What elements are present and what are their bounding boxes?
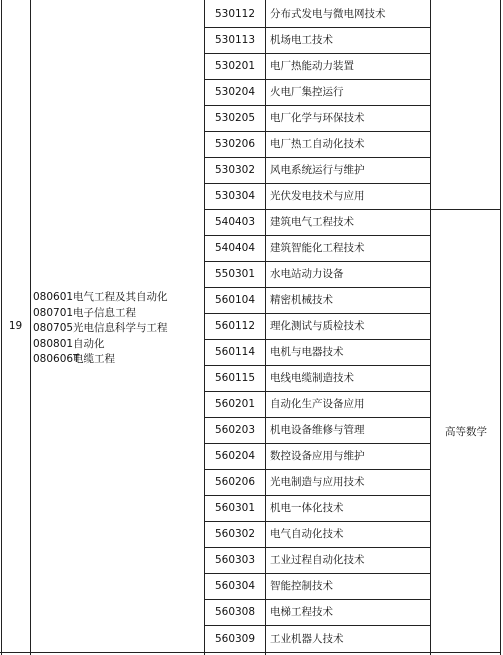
- vocational-name: 自动化生产设备应用: [270, 398, 365, 410]
- vocational-name: 机电一体化技术: [270, 502, 344, 514]
- major-name: 电气工程及其自动化: [73, 291, 168, 303]
- major-code: 080701: [33, 306, 74, 319]
- vocational-code: 560114: [214, 346, 256, 358]
- grid-line: [500, 0, 501, 655]
- vocational-code: 530206: [214, 138, 256, 150]
- major-name: 电子信息工程: [73, 306, 136, 319]
- vocational-name: 智能控制技术: [270, 580, 333, 592]
- vocational-name: 电厂热工自动化技术: [270, 138, 365, 150]
- vocational-code: 560303: [214, 554, 256, 566]
- vocational-code: 560309: [214, 633, 256, 645]
- row-number: 19: [8, 320, 23, 332]
- major-name: 电缆工程: [73, 353, 115, 366]
- vocational-name: 机电设备维修与管理: [270, 424, 365, 436]
- grid-line: [204, 625, 431, 626]
- vocational-code: 560104: [214, 294, 256, 306]
- vocational-name: 电厂热能动力装置: [270, 60, 354, 72]
- vocational-name: 风电系统运行与维护: [270, 164, 365, 176]
- major-code: 080705: [33, 322, 74, 335]
- grid-line: [204, 261, 431, 262]
- major-code: 080601: [33, 291, 74, 303]
- vocational-code: 530304: [214, 190, 256, 202]
- vocational-name: 光伏发电技术与应用: [270, 190, 365, 202]
- vocational-code: 560112: [214, 320, 256, 332]
- vocational-code: 560204: [214, 450, 256, 462]
- grid-line: [204, 79, 431, 80]
- undergrad-major: [33, 290, 168, 306]
- grid-line: [204, 495, 431, 496]
- grid-line: [204, 521, 431, 522]
- grid-line: [30, 0, 31, 655]
- vocational-code: 530201: [214, 60, 256, 72]
- vocational-name: 精密机械技术: [270, 294, 333, 306]
- grid-line: [430, 0, 431, 655]
- vocational-code: 550301: [214, 268, 256, 280]
- vocational-name: 工业机器人技术: [270, 633, 344, 645]
- vocational-name: 工业过程自动化技术: [270, 554, 365, 566]
- grid-line: [204, 157, 431, 158]
- grid-line: [204, 313, 431, 314]
- vocational-name: 建筑电气工程技术: [270, 216, 354, 228]
- vocational-code: 560304: [214, 580, 256, 592]
- grid-line: [265, 0, 266, 655]
- undergrad-major: [33, 352, 168, 368]
- grid-line: [204, 235, 431, 236]
- exam-subject: 高等数学: [445, 426, 487, 438]
- vocational-code: 560203: [214, 424, 256, 436]
- vocational-code: 530113: [214, 34, 256, 46]
- grid-line: [204, 547, 431, 548]
- grid-line: [204, 27, 431, 28]
- grid-line: [204, 573, 431, 574]
- major-name: 自动化: [73, 337, 105, 350]
- vocational-name: 电梯工程技术: [270, 606, 333, 618]
- vocational-name: 建筑智能化工程技术: [270, 242, 365, 254]
- vocational-code: 540404: [214, 242, 256, 254]
- vocational-name: 数控设备应用与维护: [270, 450, 365, 462]
- vocational-code: 560206: [214, 476, 256, 488]
- undergrad-major: [33, 306, 168, 322]
- vocational-code: 560308: [214, 606, 256, 618]
- undergrad-majors-list: [33, 290, 168, 368]
- undergrad-major: [33, 337, 168, 353]
- vocational-name: 理化测试与质检技术: [270, 320, 365, 332]
- grid-line: [204, 417, 431, 418]
- vocational-code: 530112: [214, 8, 256, 20]
- major-name: 光电信息科学与工程: [73, 322, 168, 335]
- vocational-name: 火电厂集控运行: [270, 86, 344, 98]
- vocational-name: 水电站动力设备: [270, 268, 344, 280]
- grid-line: [204, 391, 431, 392]
- vocational-name: 分布式发电与微电网技术: [270, 8, 386, 20]
- grid-line: [204, 183, 431, 184]
- grid-line: [204, 209, 501, 210]
- vocational-name: 电机与电器技术: [270, 346, 344, 358]
- vocational-name: 光电制造与应用技术: [270, 476, 365, 488]
- vocational-name: 电厂化学与环保技术: [270, 112, 365, 124]
- vocational-name: 机场电工技术: [270, 34, 333, 46]
- grid-line: [204, 105, 431, 106]
- vocational-code: 560115: [214, 372, 256, 384]
- grid-line: [204, 131, 431, 132]
- vocational-code: 530302: [214, 164, 256, 176]
- vocational-code: 540403: [214, 216, 256, 228]
- grid-line: [204, 599, 431, 600]
- grid-line: [204, 287, 431, 288]
- major-code: 080606T: [33, 353, 80, 366]
- vocational-code: 560302: [214, 528, 256, 540]
- grid-line: [204, 469, 431, 470]
- vocational-name: 电气自动化技术: [270, 528, 344, 540]
- grid-line: [204, 53, 431, 54]
- grid-line: [204, 339, 431, 340]
- vocational-code: 560301: [214, 502, 256, 514]
- grid-line: [204, 365, 431, 366]
- undergrad-major: [33, 321, 168, 337]
- grid-line: [204, 443, 431, 444]
- vocational-code: 560201: [214, 398, 256, 410]
- major-code: 080801: [33, 337, 74, 350]
- vocational-code: 530205: [214, 112, 256, 124]
- vocational-code: 530204: [214, 86, 256, 98]
- grid-line: [0, 652, 501, 653]
- vocational-name: 电线电缆制造技术: [270, 372, 354, 384]
